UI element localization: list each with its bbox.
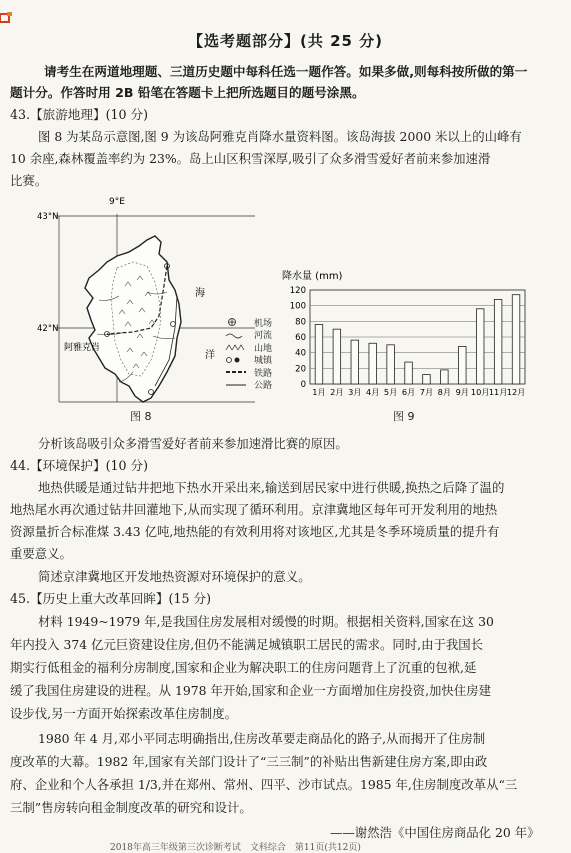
instruction-line-2: 题计分。作答时用 2B 铅笔在答题卡上把所选题目的题号涂黑。 <box>10 85 365 100</box>
sea-label-2: 洋 <box>205 350 215 361</box>
bar-7 <box>423 375 431 384</box>
q43-intro-line-3: 比赛。 <box>10 173 48 188</box>
bar-5 <box>387 345 395 384</box>
y-tick-label: 60 <box>295 333 306 343</box>
q45-material-line-2: 年内投入 374 亿元巨资建设住房,但仍不能满足城镇职工居民的需求。同时,由于我国长 <box>10 637 484 652</box>
q43-intro-line-1: 图 8 为某岛示意图,图 9 为该岛阿雅克肖降水量资料图。该岛海拔 2000 米以上的山峰有 <box>38 129 522 144</box>
figure-8-island-map <box>37 196 285 426</box>
mountain-icon <box>224 342 252 352</box>
q44-line-3: 资源量折合标准煤 3.43 亿吨,地热能的有效利用将对该地区,尤其是冬季环境质量的提升有 <box>10 524 500 539</box>
y-tick-label: 80 <box>295 317 306 328</box>
q45-material-2-line-3: 府、企业和个人各承担 1/3,并在郑州、常州、四平、沙市试点。1985 年,住房制度改革从“三 <box>10 777 518 792</box>
x-tick-label: 4月 <box>366 387 380 397</box>
bar-12 <box>512 295 520 384</box>
q45-material-line-5: 设步伐,另一方面开始探索改革住房制度。 <box>10 706 237 721</box>
page-corner-mark-icon <box>0 10 14 26</box>
y-tick-label: 100 <box>289 301 306 312</box>
x-tick-label: 11月 <box>488 387 508 397</box>
q45-heading: 45.【历史上重大改革回眸】(15 分) <box>10 591 212 606</box>
chart-ylabel: 降水量 (mm) <box>282 271 343 282</box>
x-tick-label: 8月 <box>437 387 452 397</box>
q45-material-line-3: 期实行低租金的福利分房制度,国家和企业为解决职工的住房问题背上了沉重的包袱,延 <box>10 660 477 675</box>
y-tick-label: 120 <box>289 286 306 296</box>
x-tick-label: 2月 <box>330 387 344 397</box>
sea-label-1: 海 <box>195 288 205 299</box>
q44-heading: 44.【环境保护】(10 分) <box>10 458 149 473</box>
y-tick-label: 20 <box>295 364 306 375</box>
x-tick-label: 5月 <box>383 387 398 397</box>
x-tick-label: 3月 <box>348 387 362 397</box>
river-icon <box>224 330 252 340</box>
bar-1 <box>315 324 323 384</box>
bar-11 <box>494 299 502 384</box>
figure-8-caption: 图 8 <box>130 410 152 423</box>
legend-mountain: 山地 <box>224 341 294 354</box>
q45-material-2-line-4: 三制”售房转向租金制度改革的研究和设计。 <box>10 800 252 815</box>
bar-9 <box>459 346 467 384</box>
lon-label: 9°E <box>109 197 125 207</box>
q44-question: 简述京津冀地区开发地热资源对环境保护的意义。 <box>38 569 311 584</box>
y-tick-label: 40 <box>295 348 306 359</box>
legend-town: 城镇 <box>224 354 294 367</box>
x-tick-label: 7月 <box>419 387 434 397</box>
bar-10 <box>476 309 484 384</box>
x-tick-label: 10月 <box>470 387 490 397</box>
legend-river: 河流 <box>224 329 294 342</box>
legend-airport: 机场 <box>224 316 294 329</box>
x-tick-label: 9月 <box>455 387 469 397</box>
q44-line-2: 地热尾水再次通过钻井回灌地下,从而实现了循环利用。京津冀地区每年可开发利用的地热 <box>10 502 498 517</box>
bar-2 <box>333 329 341 384</box>
q45-material-line-1: 材料 1949~1979 年,是我国住房发展相对缓慢的时期。根据相关资料,国家在这 30 <box>38 614 494 629</box>
q43-question: 分析该岛吸引众多滑雪爱好者前来参加速滑比赛的原因。 <box>38 436 348 451</box>
q45-material-2-line-2: 度改革的大幕。1982 年,国家有关部门设计了“三三制”的补贴出售新建住房方案,即由政 <box>10 754 488 769</box>
lat-bottom-label: 42°N <box>37 324 59 334</box>
q44-line-4: 重要意义。 <box>10 546 72 561</box>
bar-4 <box>369 343 377 384</box>
railway-icon <box>224 367 252 377</box>
airport-icon <box>224 317 252 327</box>
road-icon <box>224 380 252 390</box>
bar-6 <box>405 362 413 384</box>
lat-top-label: 43°N <box>37 212 59 222</box>
q43-heading: 43.【旅游地理】(10 分) <box>10 107 149 122</box>
q44-line-1: 地热供暖是通过钻井把地下热水开采出来,输送到居民家中进行供暖,换热之后降了温的 <box>38 480 505 495</box>
q45-source: ——谢然浩《中国住房商品化 20 年》 <box>330 825 540 840</box>
figure-9-precipitation-chart <box>270 268 535 398</box>
island-outline <box>85 236 181 402</box>
section-title: 【选考题部分】(共 25 分) <box>187 32 384 50</box>
legend-railway: 铁路 <box>224 366 294 379</box>
figure-9-caption: 图 9 <box>393 410 415 423</box>
instruction-line-1: 请考生在两道地理题、三道历史题中每科任选一题作答。如果多做,则每科按所做的第一 <box>44 64 528 79</box>
q43-intro-line-2: 10 余座,森林覆盖率约为 23%。岛上山区积雪深厚,吸引了众多滑雪爱好者前来参加速滑 <box>10 151 491 166</box>
q45-material-line-4: 缓了我国住房建设的进程。从 1978 年开始,国家和企业一方面增加住房投资,加快住房建 <box>10 683 491 698</box>
x-tick-label: 1月 <box>312 387 326 397</box>
q45-material-2-line-1: 1980 年 4 月,邓小平同志明确指出,住房改革要走商品化的路子,从而揭开了住房制 <box>38 731 486 746</box>
town-icon <box>224 355 252 365</box>
page-footer: 2018年高三年级第三次诊断考试 文科综合 第11页(共12页) <box>110 843 361 853</box>
legend-road: 公路 <box>224 379 294 392</box>
y-tick-label: 0 <box>300 380 306 390</box>
city-label: 阿雅克肖 <box>64 343 101 353</box>
bar-3 <box>351 340 359 384</box>
x-tick-label: 6月 <box>401 387 416 397</box>
bar-8 <box>441 370 449 384</box>
x-tick-label: 12月 <box>506 387 526 397</box>
